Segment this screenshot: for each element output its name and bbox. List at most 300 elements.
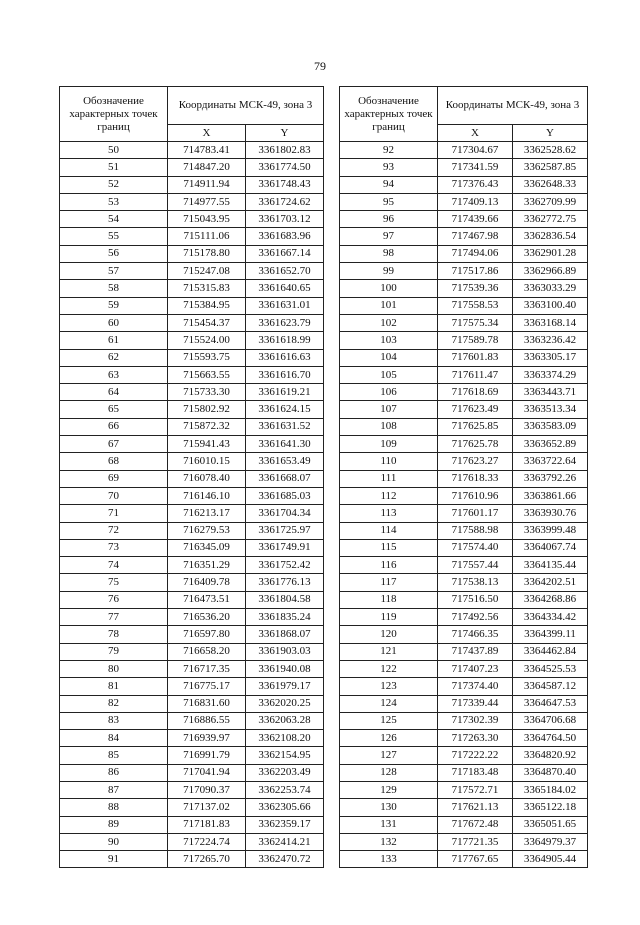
x-coordinate-cell: 717407.23 [438, 660, 513, 677]
x-coordinate-cell: 717437.89 [438, 643, 513, 660]
table-row [340, 522, 588, 539]
x-coordinate-cell: 717618.33 [438, 470, 513, 487]
table-row [60, 142, 324, 159]
point-number-cell: 77 [60, 609, 168, 626]
x-coordinate-cell: 715802.92 [168, 401, 246, 418]
point-number-cell: 94 [340, 176, 438, 193]
y-coordinate-cell: 3363305.17 [513, 349, 588, 366]
y-coordinate-cell: 3363930.76 [513, 505, 588, 522]
x-coordinate-cell: 716886.55 [168, 712, 246, 729]
table-row [340, 833, 588, 850]
y-coordinate-cell: 3362648.33 [513, 176, 588, 193]
y-coordinate-cell: 3362836.54 [513, 228, 588, 245]
x-coordinate-cell: 714977.55 [168, 193, 246, 210]
y-coordinate-cell: 3364764.50 [513, 730, 588, 747]
y-coordinate-cell: 3361619.21 [246, 384, 324, 401]
x-coordinate-cell: 717558.53 [438, 297, 513, 314]
y-coordinate-cell: 3362966.89 [513, 263, 588, 280]
point-number-cell: 123 [340, 678, 438, 695]
table-row [340, 487, 588, 504]
point-number-cell: 57 [60, 263, 168, 280]
point-number-cell: 91 [60, 851, 168, 868]
table-row [340, 557, 588, 574]
table-row [60, 159, 324, 176]
y-coordinate-cell: 3364820.92 [513, 747, 588, 764]
table-row [60, 764, 324, 781]
table-row [340, 280, 588, 297]
table-row [340, 660, 588, 677]
x-coordinate-cell: 717341.59 [438, 159, 513, 176]
header-designation: Обозначение характерных точек границ [340, 87, 438, 142]
y-coordinate-cell: 3363236.42 [513, 332, 588, 349]
x-coordinate-cell: 717539.36 [438, 280, 513, 297]
table-row [60, 539, 324, 556]
table-row [60, 297, 324, 314]
point-number-cell: 121 [340, 643, 438, 660]
y-coordinate-cell: 3365051.65 [513, 816, 588, 833]
point-number-cell: 85 [60, 747, 168, 764]
point-number-cell: 84 [60, 730, 168, 747]
y-coordinate-cell: 3363513.34 [513, 401, 588, 418]
table-row [60, 418, 324, 435]
y-coordinate-cell: 3361835.24 [246, 609, 324, 626]
point-number-cell: 66 [60, 418, 168, 435]
x-coordinate-cell: 715663.55 [168, 366, 246, 383]
header-y: Y [513, 125, 588, 142]
y-coordinate-cell: 3361749.91 [246, 539, 324, 556]
point-number-cell: 126 [340, 730, 438, 747]
x-coordinate-cell: 717374.40 [438, 678, 513, 695]
y-coordinate-cell: 3361903.03 [246, 643, 324, 660]
x-coordinate-cell: 715315.83 [168, 280, 246, 297]
y-coordinate-cell: 3362305.66 [246, 799, 324, 816]
x-coordinate-cell: 717222.22 [438, 747, 513, 764]
y-coordinate-cell: 3364647.53 [513, 695, 588, 712]
table-row [60, 816, 324, 833]
x-coordinate-cell: 717516.50 [438, 591, 513, 608]
y-coordinate-cell: 3361725.97 [246, 522, 324, 539]
table-row [60, 695, 324, 712]
x-coordinate-cell: 716473.51 [168, 591, 246, 608]
y-coordinate-cell: 3363861.66 [513, 487, 588, 504]
point-number-cell: 51 [60, 159, 168, 176]
y-coordinate-cell: 3361776.13 [246, 574, 324, 591]
x-coordinate-cell: 716345.09 [168, 539, 246, 556]
x-coordinate-cell: 715454.37 [168, 314, 246, 331]
header-x: X [438, 125, 513, 142]
x-coordinate-cell: 716536.20 [168, 609, 246, 626]
y-coordinate-cell: 3362253.74 [246, 781, 324, 798]
table-row [60, 176, 324, 193]
table-row [60, 228, 324, 245]
y-coordinate-cell: 3364462.84 [513, 643, 588, 660]
point-number-cell: 70 [60, 487, 168, 504]
table-row [60, 314, 324, 331]
y-coordinate-cell: 3364202.51 [513, 574, 588, 591]
point-number-cell: 50 [60, 142, 168, 159]
point-number-cell: 122 [340, 660, 438, 677]
table-row [340, 159, 588, 176]
point-number-cell: 98 [340, 245, 438, 262]
x-coordinate-cell: 717494.06 [438, 245, 513, 262]
point-number-cell: 89 [60, 816, 168, 833]
table-row [340, 228, 588, 245]
y-coordinate-cell: 3362414.21 [246, 833, 324, 850]
x-coordinate-cell: 717625.78 [438, 436, 513, 453]
point-number-cell: 52 [60, 176, 168, 193]
y-coordinate-cell: 3361631.01 [246, 297, 324, 314]
y-coordinate-cell: 3363443.71 [513, 384, 588, 401]
point-number-cell: 95 [340, 193, 438, 210]
point-number-cell: 55 [60, 228, 168, 245]
x-coordinate-cell: 717721.35 [438, 833, 513, 850]
x-coordinate-cell: 717601.17 [438, 505, 513, 522]
table-row [60, 712, 324, 729]
point-number-cell: 68 [60, 453, 168, 470]
table-row [340, 401, 588, 418]
header-coordinates: Координаты МСК-49, зона 3 [438, 87, 588, 125]
x-coordinate-cell: 716351.29 [168, 557, 246, 574]
y-coordinate-cell: 3364870.40 [513, 764, 588, 781]
x-coordinate-cell: 717302.39 [438, 712, 513, 729]
y-coordinate-cell: 3361616.70 [246, 366, 324, 383]
y-coordinate-cell: 3361667.14 [246, 245, 324, 262]
y-coordinate-cell: 3363033.29 [513, 280, 588, 297]
x-coordinate-cell: 716597.80 [168, 626, 246, 643]
table-row [60, 851, 324, 868]
x-coordinate-cell: 716010.15 [168, 453, 246, 470]
y-coordinate-cell: 3361940.08 [246, 660, 324, 677]
table-row [340, 297, 588, 314]
table-row [60, 245, 324, 262]
table-row [340, 695, 588, 712]
x-coordinate-cell: 716409.78 [168, 574, 246, 591]
point-number-cell: 119 [340, 609, 438, 626]
x-coordinate-cell: 717589.78 [438, 332, 513, 349]
point-number-cell: 93 [340, 159, 438, 176]
table-row [60, 730, 324, 747]
x-coordinate-cell: 715384.95 [168, 297, 246, 314]
header-x: X [168, 125, 246, 142]
table-row [60, 349, 324, 366]
table-row [60, 401, 324, 418]
y-coordinate-cell: 3362901.28 [513, 245, 588, 262]
x-coordinate-cell: 717601.83 [438, 349, 513, 366]
point-number-cell: 54 [60, 211, 168, 228]
table-row [60, 574, 324, 591]
table-row [340, 418, 588, 435]
y-coordinate-cell: 3361685.03 [246, 487, 324, 504]
table-row [340, 384, 588, 401]
x-coordinate-cell: 716658.20 [168, 643, 246, 660]
x-coordinate-cell: 716146.10 [168, 487, 246, 504]
y-coordinate-cell: 3362154.95 [246, 747, 324, 764]
y-coordinate-cell: 3362359.17 [246, 816, 324, 833]
x-coordinate-cell: 715872.32 [168, 418, 246, 435]
coordinates-table-left [59, 86, 324, 868]
x-coordinate-cell: 717041.94 [168, 764, 246, 781]
point-number-cell: 105 [340, 366, 438, 383]
x-coordinate-cell: 714847.20 [168, 159, 246, 176]
y-coordinate-cell: 3364905.44 [513, 851, 588, 868]
point-number-cell: 124 [340, 695, 438, 712]
x-coordinate-cell: 717183.48 [438, 764, 513, 781]
x-coordinate-cell: 717767.65 [438, 851, 513, 868]
y-coordinate-cell: 3361724.62 [246, 193, 324, 210]
x-coordinate-cell: 717557.44 [438, 557, 513, 574]
point-number-cell: 73 [60, 539, 168, 556]
y-coordinate-cell: 3361704.34 [246, 505, 324, 522]
point-number-cell: 118 [340, 591, 438, 608]
y-coordinate-cell: 3362063.28 [246, 712, 324, 729]
x-coordinate-cell: 717339.44 [438, 695, 513, 712]
x-coordinate-cell: 717610.96 [438, 487, 513, 504]
y-coordinate-cell: 3363999.48 [513, 522, 588, 539]
point-number-cell: 75 [60, 574, 168, 591]
point-number-cell: 109 [340, 436, 438, 453]
y-coordinate-cell: 3361618.99 [246, 332, 324, 349]
y-coordinate-cell: 3361631.52 [246, 418, 324, 435]
point-number-cell: 133 [340, 851, 438, 868]
y-coordinate-cell: 3362587.85 [513, 159, 588, 176]
table-row [340, 574, 588, 591]
page-number: 79 [314, 59, 326, 73]
table-row [60, 781, 324, 798]
point-number-cell: 130 [340, 799, 438, 816]
point-number-cell: 53 [60, 193, 168, 210]
x-coordinate-cell: 717467.98 [438, 228, 513, 245]
table-row [60, 522, 324, 539]
y-coordinate-cell: 3361641.30 [246, 436, 324, 453]
x-coordinate-cell: 716213.17 [168, 505, 246, 522]
point-number-cell: 67 [60, 436, 168, 453]
point-number-cell: 78 [60, 626, 168, 643]
table-row [340, 314, 588, 331]
y-coordinate-cell: 3362020.25 [246, 695, 324, 712]
point-number-cell: 102 [340, 314, 438, 331]
point-number-cell: 72 [60, 522, 168, 539]
x-coordinate-cell: 717492.56 [438, 609, 513, 626]
y-coordinate-cell: 3363652.89 [513, 436, 588, 453]
table-row [340, 539, 588, 556]
point-number-cell: 83 [60, 712, 168, 729]
point-number-cell: 125 [340, 712, 438, 729]
point-number-cell: 107 [340, 401, 438, 418]
table-row [60, 280, 324, 297]
y-coordinate-cell: 3363100.40 [513, 297, 588, 314]
y-coordinate-cell: 3364525.53 [513, 660, 588, 677]
x-coordinate-cell: 717224.74 [168, 833, 246, 850]
point-number-cell: 61 [60, 332, 168, 349]
point-number-cell: 60 [60, 314, 168, 331]
table-row [340, 453, 588, 470]
table-row [340, 712, 588, 729]
y-coordinate-cell: 3364135.44 [513, 557, 588, 574]
y-coordinate-cell: 3362470.72 [246, 851, 324, 868]
y-coordinate-cell: 3364399.11 [513, 626, 588, 643]
y-coordinate-cell: 3363374.29 [513, 366, 588, 383]
y-coordinate-cell: 3361624.15 [246, 401, 324, 418]
table-body-left [60, 142, 324, 868]
table-row [60, 263, 324, 280]
y-coordinate-cell: 3361653.49 [246, 453, 324, 470]
table-row [340, 366, 588, 383]
y-coordinate-cell: 3363792.26 [513, 470, 588, 487]
point-number-cell: 111 [340, 470, 438, 487]
point-number-cell: 76 [60, 591, 168, 608]
y-coordinate-cell: 3365122.18 [513, 799, 588, 816]
y-coordinate-cell: 3361802.83 [246, 142, 324, 159]
y-coordinate-cell: 3362772.75 [513, 211, 588, 228]
point-number-cell: 110 [340, 453, 438, 470]
y-coordinate-cell: 3361868.07 [246, 626, 324, 643]
point-number-cell: 115 [340, 539, 438, 556]
table-row [60, 678, 324, 695]
point-number-cell: 62 [60, 349, 168, 366]
point-number-cell: 69 [60, 470, 168, 487]
y-coordinate-cell: 3363583.09 [513, 418, 588, 435]
table-row [340, 851, 588, 868]
table-row [60, 557, 324, 574]
y-coordinate-cell: 3362203.49 [246, 764, 324, 781]
table-row [60, 470, 324, 487]
x-coordinate-cell: 715043.95 [168, 211, 246, 228]
table-row [60, 332, 324, 349]
y-coordinate-cell: 3361752.42 [246, 557, 324, 574]
y-coordinate-cell: 3361623.79 [246, 314, 324, 331]
x-coordinate-cell: 717409.13 [438, 193, 513, 210]
x-coordinate-cell: 717181.83 [168, 816, 246, 833]
x-coordinate-cell: 715733.30 [168, 384, 246, 401]
table-row [60, 211, 324, 228]
y-coordinate-cell: 3364334.42 [513, 609, 588, 626]
x-coordinate-cell: 717574.40 [438, 539, 513, 556]
x-coordinate-cell: 717466.35 [438, 626, 513, 643]
y-coordinate-cell: 3362108.20 [246, 730, 324, 747]
y-coordinate-cell: 3364268.86 [513, 591, 588, 608]
point-number-cell: 116 [340, 557, 438, 574]
table-row [340, 470, 588, 487]
table-row [340, 263, 588, 280]
point-number-cell: 131 [340, 816, 438, 833]
point-number-cell: 96 [340, 211, 438, 228]
y-coordinate-cell: 3361640.65 [246, 280, 324, 297]
x-coordinate-cell: 717611.47 [438, 366, 513, 383]
y-coordinate-cell: 3361979.17 [246, 678, 324, 695]
x-coordinate-cell: 716078.40 [168, 470, 246, 487]
x-coordinate-cell: 716939.97 [168, 730, 246, 747]
header-y: Y [246, 125, 324, 142]
x-coordinate-cell: 717517.86 [438, 263, 513, 280]
table-row [340, 591, 588, 608]
point-number-cell: 59 [60, 297, 168, 314]
x-coordinate-cell: 717623.49 [438, 401, 513, 418]
point-number-cell: 129 [340, 781, 438, 798]
coordinates-table-right [339, 86, 588, 868]
point-number-cell: 99 [340, 263, 438, 280]
x-coordinate-cell: 717439.66 [438, 211, 513, 228]
point-number-cell: 103 [340, 332, 438, 349]
point-number-cell: 113 [340, 505, 438, 522]
point-number-cell: 132 [340, 833, 438, 850]
y-coordinate-cell: 3364979.37 [513, 833, 588, 850]
y-coordinate-cell: 3361652.70 [246, 263, 324, 280]
point-number-cell: 92 [340, 142, 438, 159]
table-row [340, 245, 588, 262]
point-number-cell: 104 [340, 349, 438, 366]
y-coordinate-cell: 3361683.96 [246, 228, 324, 245]
point-number-cell: 56 [60, 245, 168, 262]
y-coordinate-cell: 3362528.62 [513, 142, 588, 159]
table-row [340, 643, 588, 660]
table-row [340, 747, 588, 764]
point-number-cell: 64 [60, 384, 168, 401]
y-coordinate-cell: 3364067.74 [513, 539, 588, 556]
point-number-cell: 97 [340, 228, 438, 245]
table-row [60, 487, 324, 504]
point-number-cell: 114 [340, 522, 438, 539]
table-row [60, 643, 324, 660]
y-coordinate-cell: 3363722.64 [513, 453, 588, 470]
y-coordinate-cell: 3364706.68 [513, 712, 588, 729]
x-coordinate-cell: 717672.48 [438, 816, 513, 833]
table-row [60, 609, 324, 626]
table-row [340, 678, 588, 695]
y-coordinate-cell: 3361804.58 [246, 591, 324, 608]
point-number-cell: 86 [60, 764, 168, 781]
x-coordinate-cell: 717304.67 [438, 142, 513, 159]
table-row [340, 436, 588, 453]
x-coordinate-cell: 717137.02 [168, 799, 246, 816]
x-coordinate-cell: 717625.85 [438, 418, 513, 435]
point-number-cell: 90 [60, 833, 168, 850]
x-coordinate-cell: 715524.00 [168, 332, 246, 349]
x-coordinate-cell: 716991.79 [168, 747, 246, 764]
table-row [340, 193, 588, 210]
y-coordinate-cell: 3361774.50 [246, 159, 324, 176]
x-coordinate-cell: 715111.06 [168, 228, 246, 245]
table-row [340, 764, 588, 781]
x-coordinate-cell: 714783.41 [168, 142, 246, 159]
x-coordinate-cell: 715941.43 [168, 436, 246, 453]
point-number-cell: 87 [60, 781, 168, 798]
table-row [60, 453, 324, 470]
x-coordinate-cell: 717376.43 [438, 176, 513, 193]
x-coordinate-cell: 715178.80 [168, 245, 246, 262]
table-row [340, 176, 588, 193]
x-coordinate-cell: 716717.35 [168, 660, 246, 677]
header-coordinates: Координаты МСК-49, зона 3 [168, 87, 324, 125]
x-coordinate-cell: 717575.34 [438, 314, 513, 331]
x-coordinate-cell: 717263.30 [438, 730, 513, 747]
x-coordinate-cell: 717572.71 [438, 781, 513, 798]
point-number-cell: 79 [60, 643, 168, 660]
x-coordinate-cell: 714911.94 [168, 176, 246, 193]
point-number-cell: 82 [60, 695, 168, 712]
x-coordinate-cell: 717538.13 [438, 574, 513, 591]
point-number-cell: 120 [340, 626, 438, 643]
table-row [340, 211, 588, 228]
table-row [340, 626, 588, 643]
x-coordinate-cell: 715593.75 [168, 349, 246, 366]
point-number-cell: 65 [60, 401, 168, 418]
x-coordinate-cell: 716831.60 [168, 695, 246, 712]
point-number-cell: 81 [60, 678, 168, 695]
x-coordinate-cell: 716279.53 [168, 522, 246, 539]
x-coordinate-cell: 717621.13 [438, 799, 513, 816]
y-coordinate-cell: 3362709.99 [513, 193, 588, 210]
x-coordinate-cell: 716775.17 [168, 678, 246, 695]
